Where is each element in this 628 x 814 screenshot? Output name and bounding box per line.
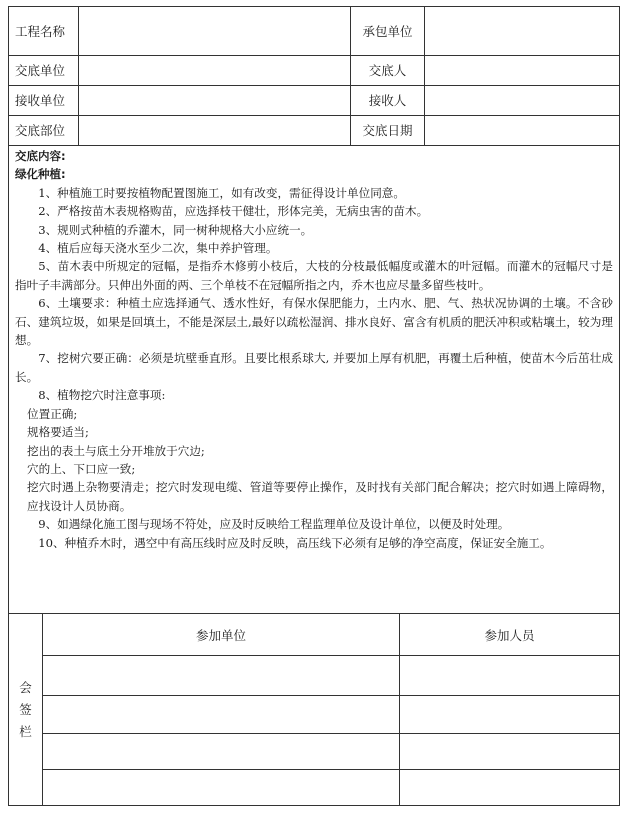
receiving-unit-field[interactable] xyxy=(79,85,351,115)
participant-unit-cell[interactable] xyxy=(43,656,400,695)
disclosure-part-label: 交底部位 xyxy=(9,115,79,145)
issuer-field[interactable] xyxy=(425,55,619,85)
receiver-field[interactable] xyxy=(425,85,619,115)
content-item: 7、挖树穴要正确：必须是坑壁垂直形。且要比根系球大, 并要加上厚有机肥，再覆土后种植，使苗木今后茁壮成长。 xyxy=(15,351,613,384)
content-item: 5、苗木表中所规定的冠幅，是指乔木修剪小枝后，大枝的分枝最低幅度或灌木的叶冠幅。而灌木的冠幅尺寸是指叶子丰满部分。只伸出外面的两、三个单枝不在冠幅所指之内，乔木也应尽量多留些枝叶。 xyxy=(15,259,613,292)
content-item: 3、规则式种植的乔灌木，同一树种规格大小应统一。 xyxy=(38,222,313,237)
sign-label-char: 会 xyxy=(19,680,32,695)
content-subitem: 位置正确; xyxy=(27,406,78,421)
content-item: 10、种植乔木时，遇空中有高压线时应及时反映，高压线下必须有足够的净空高度，保证安全施工。 xyxy=(38,535,552,550)
header-row-issuer xyxy=(9,55,619,86)
sign-label-char: 栏 xyxy=(19,724,32,739)
header-row-part xyxy=(9,115,619,146)
issuer-label: 交底人 xyxy=(351,55,425,85)
receiver-label: 接收人 xyxy=(351,85,425,115)
header-row-project xyxy=(9,7,619,56)
issuing-unit-field[interactable] xyxy=(79,55,351,85)
content-item: 4、植后应每天浇水至少二次，集中养护管理。 xyxy=(38,241,278,256)
contractor-label: 承包单位 xyxy=(351,7,425,55)
content-item: 2、严格按苗木表规格购苗，应选择枝干健壮，形体完美，无病虫害的苗木。 xyxy=(38,204,429,219)
header-table xyxy=(9,7,619,145)
sign-row xyxy=(43,656,619,696)
project-name-label: 工程名称 xyxy=(9,7,79,55)
content-subitem: 穴的上、下口应一致; xyxy=(27,461,136,476)
content-item: 6、土壤要求：种植土应选择通气、透水性好，有保水保肥能力，土内水、肥、气、热状况协调的土壤。不含砂石、建筑垃圾，如果是回填土，不能是深层土,最好以疏松湿润、排水良好、富含有机质的肥沃冲积或粘壤土，较为理想。 xyxy=(15,296,613,348)
section-heading: 绿化种植: xyxy=(15,167,66,182)
content-item: 8、植物挖穴时注意事项: xyxy=(38,388,166,403)
participant-unit-cell[interactable] xyxy=(43,696,400,733)
disclosure-part-field[interactable] xyxy=(79,115,351,145)
contractor-field[interactable] xyxy=(425,7,619,55)
header-row-receiver xyxy=(9,85,619,116)
sign-label-char: 签 xyxy=(19,702,32,717)
content-item: 9、如遇绿化施工图与现场不符处，应及时反映给工程监理单位及设计单位，以便及时处理。 xyxy=(38,517,510,532)
sign-section xyxy=(9,613,619,806)
participant-unit-header: 参加单位 xyxy=(43,614,400,655)
sign-row xyxy=(43,734,619,770)
project-name-field[interactable] xyxy=(79,7,351,55)
disclosure-date-label: 交底日期 xyxy=(351,115,425,145)
sign-row xyxy=(43,696,619,734)
participant-cell[interactable] xyxy=(400,656,619,695)
disclosure-form xyxy=(8,6,620,806)
participant-cell[interactable] xyxy=(400,696,619,733)
sign-header-row xyxy=(43,614,619,656)
participant-unit-cell[interactable] xyxy=(43,770,400,806)
sign-label xyxy=(9,614,43,806)
participant-unit-cell[interactable] xyxy=(43,734,400,769)
sign-row xyxy=(43,770,619,806)
participant-cell[interactable] xyxy=(400,734,619,769)
content-subitem: 挖穴时遇上杂物要清走；挖穴时发现电缆、管道等要停止操作，及时找有关部门配合解决；挖穴时如遇上障碍物，应找设计人员协商。 xyxy=(27,480,613,513)
content-subitem: 挖出的表土与底土分开堆放于穴边; xyxy=(27,443,205,458)
content-subitem: 规格要适当; xyxy=(27,425,89,440)
receiving-unit-label: 接收单位 xyxy=(9,85,79,115)
disclosure-content xyxy=(15,147,613,552)
participant-cell[interactable] xyxy=(400,770,619,806)
disclosure-date-field[interactable] xyxy=(425,115,619,145)
content-heading: 交底内容: xyxy=(15,149,66,163)
participant-header: 参加人员 xyxy=(484,627,535,643)
content-item: 1、种植施工时要按植物配置图施工，如有改变，需征得设计单位同意。 xyxy=(38,185,405,200)
issuing-unit-label: 交底单位 xyxy=(9,55,79,85)
